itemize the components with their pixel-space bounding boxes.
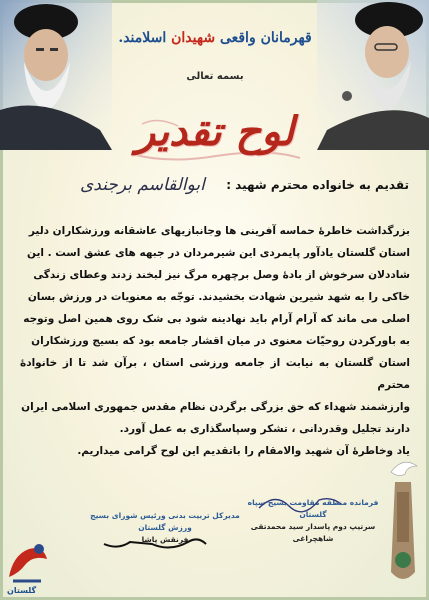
signature-left-scribble <box>100 530 210 554</box>
body-line: یاد وخاطرهٔ آن شهید والامقام را باتقدیم این لوح گرامی میداریم. <box>77 445 410 457</box>
body-line: استان گلستان به نیابت از جامعه ورزشی استان ، برآن شد تا از خانوادهٔ محترم <box>20 357 410 391</box>
header-slogan <box>110 30 320 46</box>
martyr-name-handwritten: ابوالقاسم برجندی <box>80 175 205 195</box>
body-line: اصلی می ماند که آرام آرام باید نهادینه شود بی شک روی همین اصل وتوجه <box>23 313 410 325</box>
signer-left-name: فرنقش پاشا <box>141 535 189 544</box>
certificate-body <box>20 220 410 462</box>
header-slogan-part1: قهرمانان واقعی <box>219 30 312 46</box>
header-slogan-highlight: شهیدان <box>171 30 216 46</box>
signer-right-name: سرتیپ دوم پاسدار سید محمدتقی شاهچراغی <box>250 522 376 543</box>
body-line: دارند تجلیل وقدردانی ، تشکر وسپاسگذاری به عمل آورد. <box>119 423 410 435</box>
salutation-line: تقدیم به خانواده محترم شهید : <box>226 178 409 192</box>
signer-left-title: مدیرکل تربیت بدنی ورئیس شورای بسیج ورزش گلستان <box>90 511 240 532</box>
portrait-right-image <box>317 0 429 150</box>
body-line: وارزشمند شهداء که حق بزرگی برگردن نظام مقدس جمهوری اسلامی ایران <box>21 401 410 413</box>
signer-right-title: فرمانده منطقه مقاومت بسیج سپاه گلستان <box>247 498 379 519</box>
body-line: بزرگداشت خاطرهٔ حماسه آفرینی ها وجانبازیهای عاشقانه ورزشکاران دلیر <box>28 225 410 237</box>
body-line: خاکی را به شهد شیرین شهادت بخشیدند. توجّه به معنویات در ورزش بسان <box>27 291 410 303</box>
body-line: شاددلان سرخوش از بادهٔ وصل برچهره مرگ نیز لبخند زدند وعطای زندگی <box>33 269 410 281</box>
header-slogan-part2: اسلامند. <box>118 30 167 46</box>
certificate-title: لوح تقدیر <box>135 108 295 155</box>
portrait-left-image <box>0 0 112 150</box>
basij-logo-icon <box>3 537 53 587</box>
body-line: به باورکردن روحیّات معنوی در میان اقشار جامعه بود که بسیج ورزشکاران <box>31 335 410 347</box>
basij-sports-logo <box>3 537 53 597</box>
basmala: بسمه تعالی <box>186 71 244 82</box>
dove-and-emblem-icon <box>383 452 423 592</box>
logo-caption: گلستان <box>7 586 37 595</box>
body-line: استان گلستان یادآور پایمردی این شیرمردان در جبهه های عشق است . این <box>27 247 410 259</box>
signature-right-scribble <box>255 490 345 516</box>
